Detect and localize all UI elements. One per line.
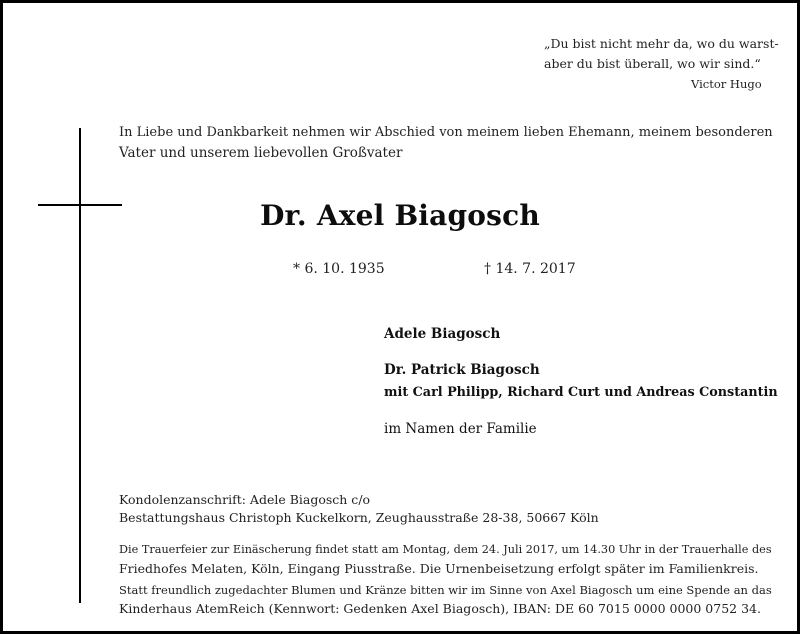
quote-line-2: aber du bist überall, wo wir sind.“ <box>544 56 761 71</box>
birth-date: * 6. 10. 1935 <box>293 261 385 277</box>
deceased-name: Dr. Axel Biagosch <box>260 199 540 232</box>
quote-author: Victor Hugo <box>691 77 762 91</box>
condolence-address-line-2: Bestattungshaus Christoph Kuckelkorn, Zeughausstraße 28-38, 50667 Köln <box>119 510 599 525</box>
family-closing: im Namen der Familie <box>384 421 537 437</box>
donation-line-2: Kinderhaus AtemReich (Kennwort: Gedenken Axel Biagosch), IBAN: DE 60 7015 0000 0000 0752 34. <box>119 601 761 616</box>
intro-line-2: Vater und unserem liebevollen Großvater <box>119 145 403 161</box>
quote-line-1: „Du bist nicht mehr da, wo du warst- <box>544 36 779 51</box>
intro-line-1: In Liebe und Dankbarkeit nehmen wir Abschied von meinem lieben Ehemann, meinem besonderen <box>119 125 773 140</box>
family-spouse: Adele Biagosch <box>384 326 501 342</box>
family-son: Dr. Patrick Biagosch <box>384 362 540 378</box>
ceremony-line-1: Die Trauerfeier zur Einäscherung findet statt am Montag, dem 24. Juli 2017, um 14.30 Uhr in der Trauerhalle des <box>119 543 772 556</box>
death-date: † 14. 7. 2017 <box>484 261 576 277</box>
condolence-address-line-1: Kondolenzanschrift: Adele Biagosch c/o <box>119 492 371 507</box>
family-grandchildren: mit Carl Philipp, Richard Curt und Andreas Constantin <box>384 385 778 400</box>
ceremony-line-2: Friedhofes Melaten, Köln, Eingang Piusstraße. Die Urnenbeisetzung erfolgt später im Familienkreis. <box>119 561 759 576</box>
donation-line-1: Statt freundlich zugedachter Blumen und Kränze bitten wir im Sinne von Axel Biagosch um eine Spende an das <box>119 583 772 597</box>
